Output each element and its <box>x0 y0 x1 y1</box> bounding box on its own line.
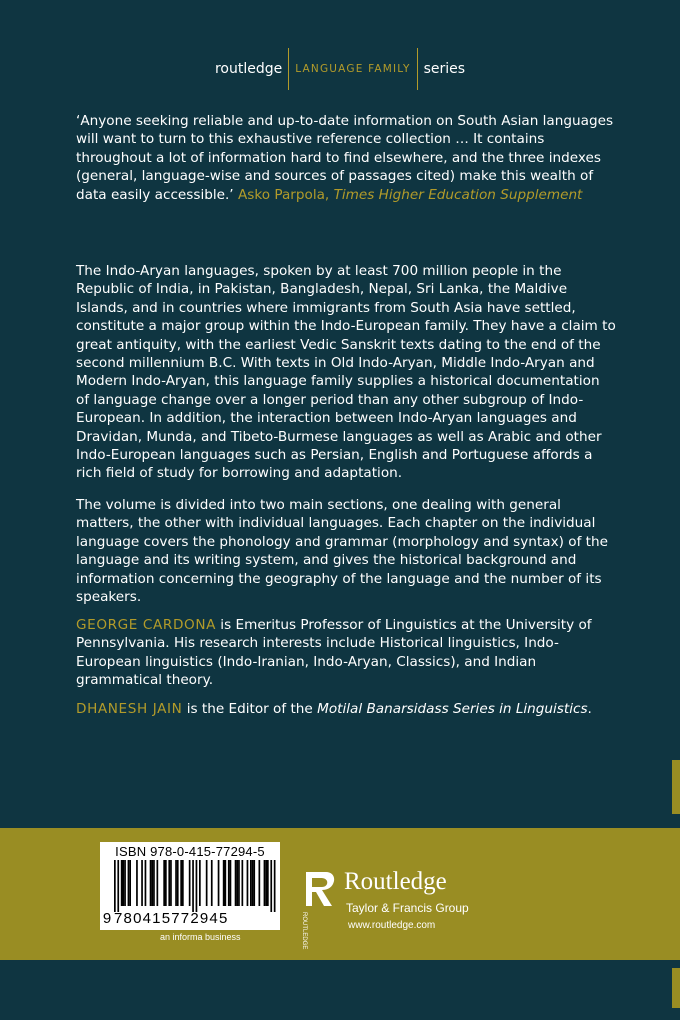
author-bio-cardona <box>76 616 616 690</box>
barcode-number: 780415772945 <box>114 910 229 927</box>
isbn-label: ISBN 978-0-415-77294-5 <box>115 844 265 859</box>
author-name: GEORGE CARDONA <box>76 617 216 633</box>
barcode-bar <box>153 860 155 906</box>
barcode-bar <box>270 860 272 912</box>
barcode-bar <box>199 860 201 906</box>
review-attribution-name: Asko Parpola, <box>237 186 330 203</box>
barcode-bar <box>114 860 116 912</box>
barcode-bar <box>252 860 254 906</box>
author-bio: is Emeritus Professor of Linguistics at the University of Pennsylvania. His research interests include Historical linguistics, Indo-European linguistics (Indo-Iranian, Indo-Aryan, Classics), and Indian grammatical theory. <box>76 617 592 689</box>
informa-tagline: an informa business <box>160 932 241 942</box>
author-bio-prefix: is the Editor of the <box>182 701 318 717</box>
barcode-bar <box>151 860 153 906</box>
barcode-bar <box>117 860 119 912</box>
barcode-bar <box>225 860 227 906</box>
barcode-bar <box>218 860 220 906</box>
barcode-bar <box>163 860 165 906</box>
barcode-bar <box>242 860 244 906</box>
barcode-bar <box>150 860 152 906</box>
barcode-bar <box>206 860 208 906</box>
barcode-bar <box>170 860 172 906</box>
routledge-logo-icon <box>300 868 338 950</box>
review-quote-block <box>76 112 616 204</box>
barcode-bar <box>124 860 126 906</box>
description-paragraph-2: The volume is divided into two main sections, one dealing with general matters, the other with individual languages. Each chapter on the individual language covers the phonology and grammar (morphology and syntax) of the language and its writing system, and gives the historical background and information concerning the geography of the language and the number of its speakers. <box>76 497 608 606</box>
barcode-bar <box>128 860 130 906</box>
edge-mark <box>672 968 680 1008</box>
barcode-bar <box>121 860 123 906</box>
series-left: routledge <box>214 61 283 77</box>
barcode-bar <box>168 860 170 906</box>
barcode-bar <box>253 860 255 906</box>
barcode-bar <box>157 860 159 906</box>
barcode-bar <box>236 860 238 906</box>
barcode-bar <box>165 860 167 906</box>
barcode-bar <box>182 860 184 906</box>
barcode-bar <box>238 860 240 906</box>
barcode-bar <box>265 860 267 906</box>
series-right: series <box>423 61 466 77</box>
barcode-bar <box>267 860 269 906</box>
review-quote: ‘Anyone seeking reliable and up-to-date information on South Asian languages will want to turn to this exhaustive reference collection … It contains throughout a lot of information hard to find elsewhere, and the three indexes (general, language-wise and sources of passages cited) make this wealth of data easily accessible.’ <box>76 113 614 203</box>
barcode-lead-digit: 9 <box>102 910 112 927</box>
barcode-bar <box>247 860 249 906</box>
barcode-bar <box>175 860 177 906</box>
review-attribution-source: Times Higher Education Supplement <box>333 186 583 203</box>
barcode-bar <box>141 860 143 906</box>
series-title: Motilal Banarsidass Series in Linguistics <box>317 701 588 717</box>
logo-wordmark: ROUTLEDGE <box>301 912 307 950</box>
description-paragraph-1: The Indo-Aryan languages, spoken by at least 700 million people in the Republic of India, in Pakistan, Bangladesh, Nepal, Sri Lanka, the Maldive Islands, and in countries where immigrants from South Asia have settled, constitute a major group within the Indo-European family. They have a claim to great antiquity, with the earliest Vedic Sanskrit texts dating to the end of the second millennium B.C. With texts in Old Indo-Aryan, Middle Indo-Aryan and Modern Indo-Aryan, this language family supplies a historical documentation of language change over a longer period than any other subgroup of Indo-European. In addition, the interaction between Indo-Aryan languages and Dravidan, Munda, and Tibeto-Burmese languages as well as Arabic and other Indo-European languages such as Persian, English and Portuguese affords a rich field of study for borrowing and adaptation. <box>76 263 616 482</box>
barcode-bar <box>230 860 232 906</box>
barcode-bar <box>177 860 179 906</box>
publisher-url[interactable]: www.routledge.com <box>348 920 436 931</box>
barcode-bar <box>223 860 225 906</box>
author-bio-jain <box>76 700 616 718</box>
barcode-bar <box>235 860 237 906</box>
edge-mark <box>672 760 680 814</box>
barcode <box>100 842 280 930</box>
barcode-bars <box>104 860 276 910</box>
barcode-digits <box>100 910 280 927</box>
series-middle: LANGUAGE FAMILY <box>288 48 417 90</box>
barcode-bar <box>250 860 252 906</box>
barcode-bar <box>136 860 138 906</box>
barcode-bar <box>145 860 147 906</box>
barcode-bar <box>192 860 194 912</box>
publisher-name: Routledge <box>344 868 447 895</box>
barcode-bar <box>274 860 276 912</box>
series-header <box>0 44 680 94</box>
barcode-bar <box>211 860 213 906</box>
barcode-bar <box>189 860 191 906</box>
barcode-bar <box>228 860 230 906</box>
barcode-bar <box>180 860 182 906</box>
barcode-bar <box>264 860 266 906</box>
author-name: DHANESH JAIN <box>76 701 183 717</box>
barcode-bar <box>196 860 198 912</box>
barcode-bar <box>123 860 125 906</box>
barcode-bar <box>129 860 131 906</box>
publisher-group: Taylor & Francis Group <box>346 901 469 915</box>
barcode-bar <box>259 860 261 906</box>
author-bio-suffix: . <box>587 701 592 717</box>
